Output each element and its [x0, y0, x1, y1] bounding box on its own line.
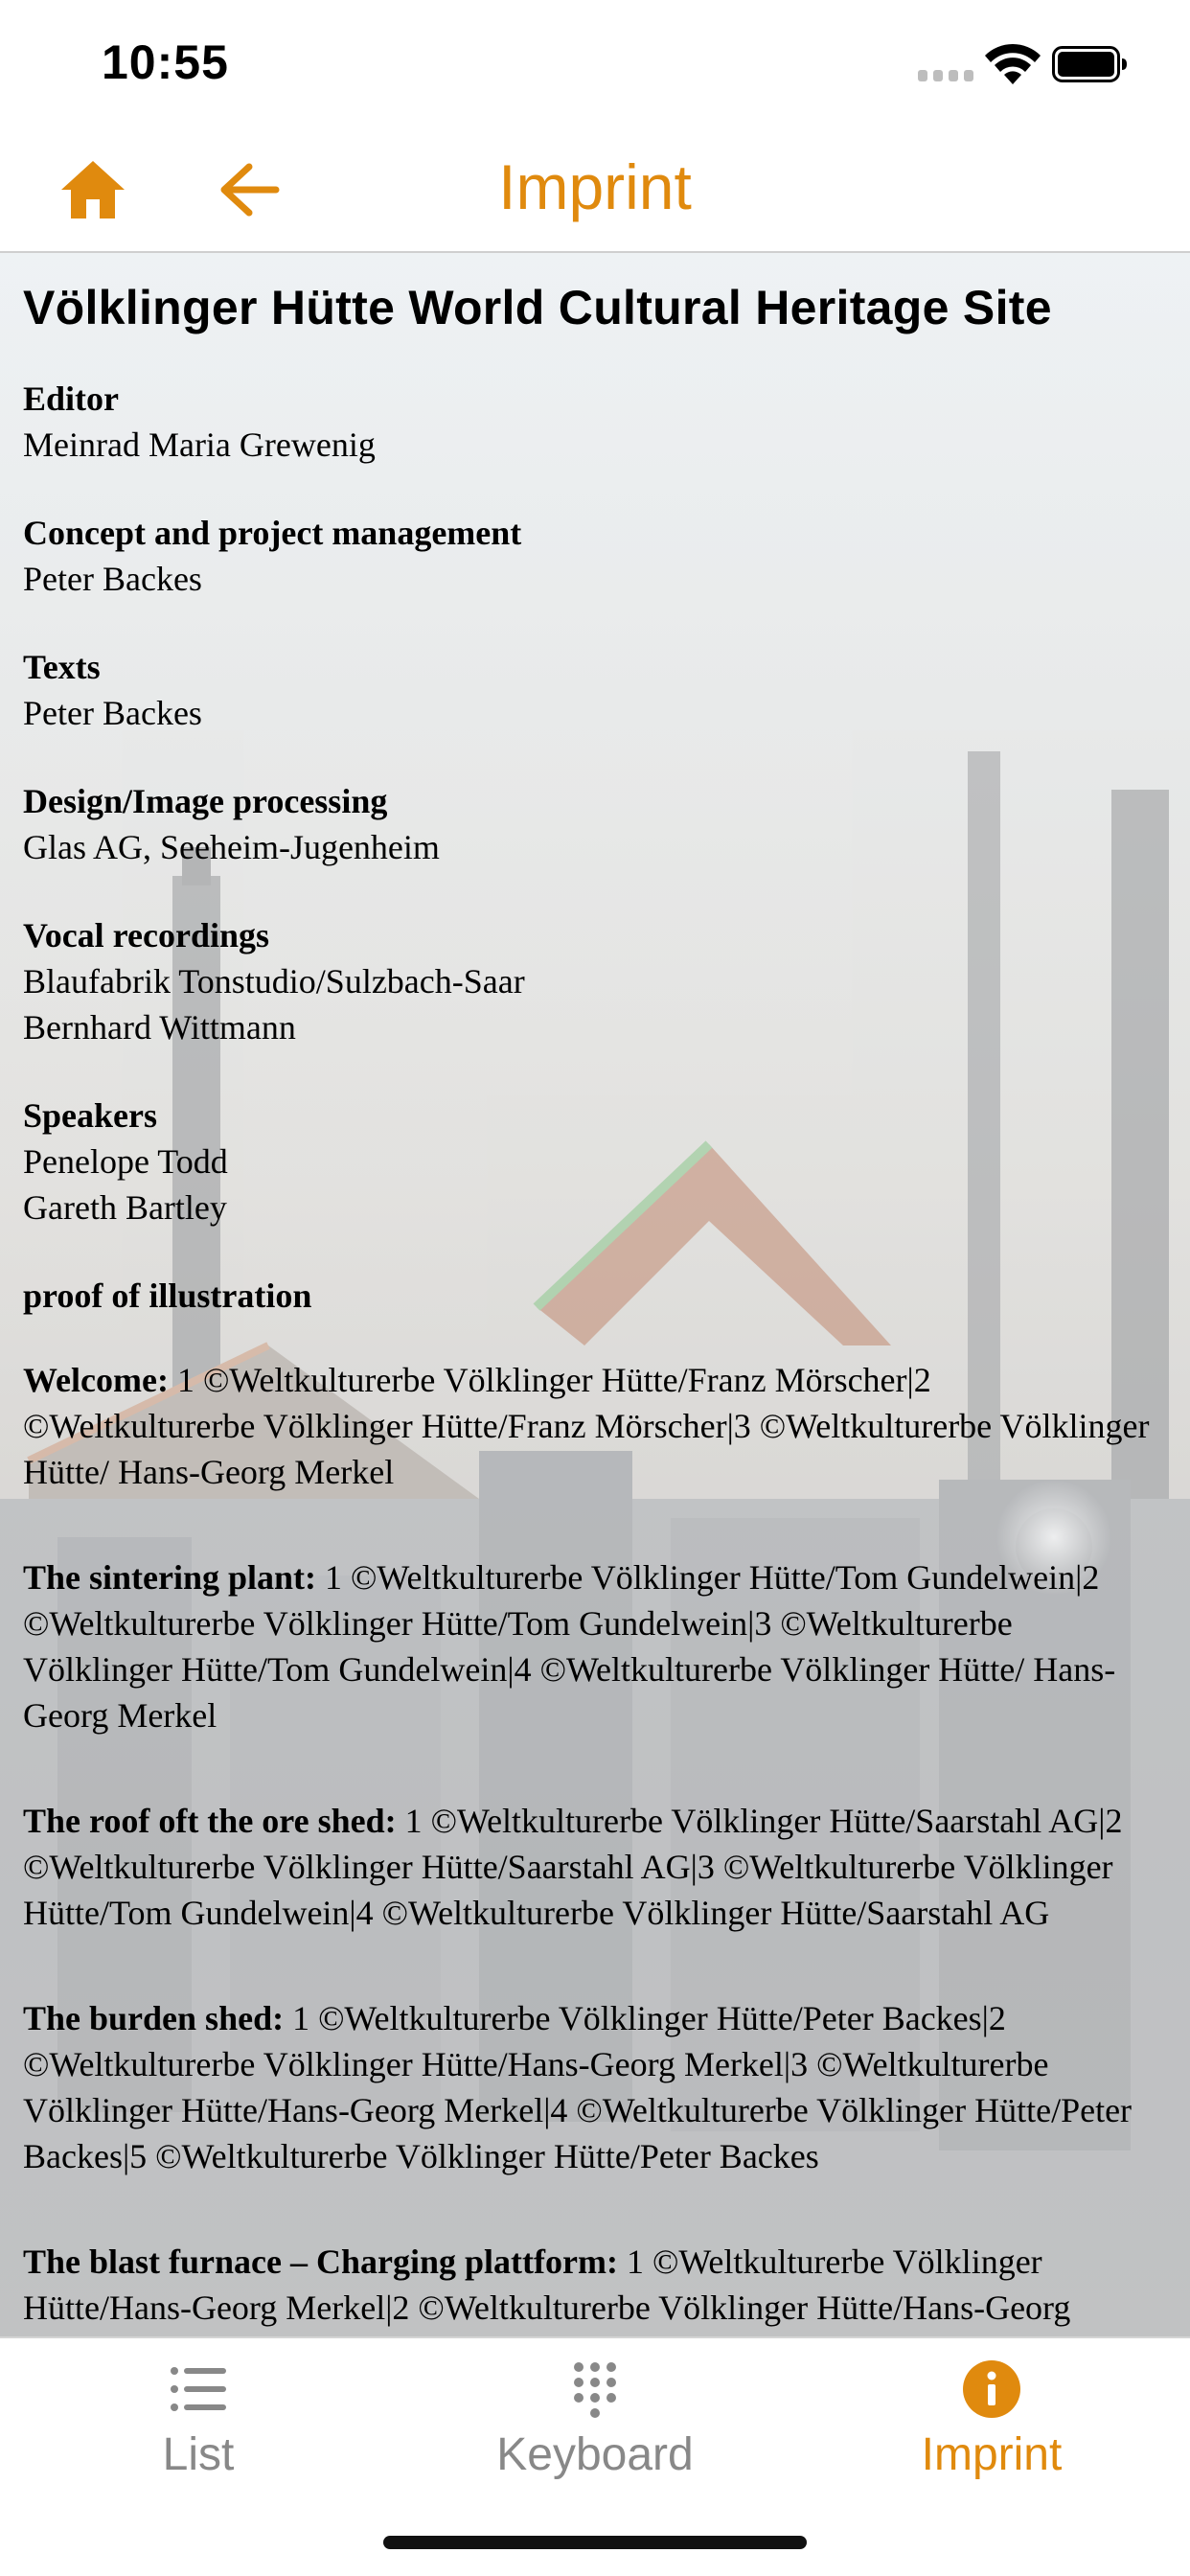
- block-value: Glas AG, Seeheim-Jugenheim: [23, 828, 440, 866]
- tab-imprint[interactable]: [793, 2359, 1190, 2503]
- credit-label: The burden shed:: [23, 1999, 285, 2037]
- block-value: Peter Backes: [23, 694, 202, 732]
- credit-text: 1 ©Weltkulturerbe Völklinger Hütte/Franz Mörscher|2 ©Weltkulturerbe Völklinger Hütte/Franz Mörscher|3 ©Weltkulturerbe Völklinger Hütte/ Hans-Georg Merkel: [23, 1361, 1150, 1491]
- block-label: Speakers: [23, 1096, 158, 1135]
- home-indicator[interactable]: [383, 2536, 807, 2549]
- status-bar: [0, 0, 1190, 126]
- block-value: Gareth Bartley: [23, 1188, 227, 1227]
- vocal-recordings-block: [23, 912, 1163, 1050]
- battery-icon: [1052, 46, 1129, 82]
- cellular-signal-icon: [918, 70, 973, 81]
- block-label: Editor: [23, 380, 120, 418]
- credit-text: 1 ©Weltkulturerbe Völklinger Hütte/Peter Backes|2 ©Weltkulturerbe Völklinger Hütte/Hans-Georg Merkel|3 ©Weltkulturerbe Völklinger Hütte/Hans-Georg Merkel|4 ©Weltkulturerbe Völklinger Hütte/Peter Backes|5 ©Weltkulturerbe Völklinger Hütte/Peter Backes: [23, 1999, 1133, 2175]
- tab-label: Keyboard: [496, 2429, 694, 2480]
- list-icon: [169, 2359, 228, 2419]
- block-value: Blaufabrik Tonstudio/Sulzbach-Saar: [23, 962, 525, 1000]
- block-value: Penelope Todd: [23, 1142, 228, 1181]
- credit-label: Welcome:: [23, 1361, 169, 1399]
- imprint-heading: Völklinger Hütte World Cultural Heritage Site: [23, 281, 1052, 334]
- status-time: 10:55: [102, 35, 229, 89]
- tab-keyboard[interactable]: [397, 2359, 793, 2503]
- editor-block: [23, 376, 1163, 468]
- design-block: [23, 778, 1163, 870]
- credit-text: 1 ©Weltkulturerbe Völklinger Hütte/Tom Gundelwein|2 ©Weltkulturerbe Völklinger Hütte/Tom Gundelwein|3 ©Weltkulturerbe Völklinger Hütte/Tom Gundelwein|4 ©Weltkulturerbe Völklinger Hütte/ Hans-Georg Merkel: [23, 1558, 1116, 1735]
- concept-block: [23, 510, 1163, 602]
- credit-burden-shed: [23, 1995, 1163, 2179]
- navigation-bar: [0, 126, 1190, 253]
- speakers-block: [23, 1092, 1163, 1230]
- block-label: Concept and project management: [23, 514, 522, 552]
- credit-welcome: [23, 1357, 1163, 1495]
- wifi-icon: [983, 42, 1042, 86]
- imprint-content[interactable]: [0, 253, 1190, 2336]
- credit-label: The roof oft the ore shed:: [23, 1802, 397, 1840]
- proof-of-illustration-heading: proof of illustration: [23, 1276, 312, 1315]
- credit-sintering-plant: [23, 1554, 1163, 1738]
- info-icon: [962, 2359, 1021, 2419]
- tab-label: Imprint: [921, 2429, 1063, 2480]
- block-value: Meinrad Maria Grewenig: [23, 426, 376, 464]
- block-label: Texts: [23, 648, 101, 686]
- credit-label: The blast furnace – Charging plattform:: [23, 2242, 618, 2281]
- credit-text: 1 ©Weltkulturerbe Völklinger Hütte/Saarstahl AG|2 ©Weltkulturerbe Völklinger Hütte/Saarstahl AG|3 ©Weltkulturerbe Völklinger Hütte/Tom Gundelwein|4 ©Weltkulturerbe Völklinger Hütte/Saarstahl AG: [23, 1802, 1123, 1932]
- block-value: Peter Backes: [23, 560, 202, 598]
- tab-list[interactable]: [0, 2359, 397, 2503]
- block-value: Bernhard Wittmann: [23, 1008, 296, 1046]
- page-title: Imprint: [498, 151, 692, 222]
- credit-text: 1 ©Weltkulturerbe Völklinger Hütte/Hans-Georg Merkel|2 ©Weltkulturerbe Völklinger Hütte/Hans-Georg: [23, 2242, 1071, 2327]
- keypad-icon: [565, 2359, 625, 2419]
- texts-block: [23, 644, 1163, 736]
- block-label: Vocal recordings: [23, 916, 269, 954]
- credit-ore-shed-roof: [23, 1798, 1163, 1936]
- credit-label: The sintering plant:: [23, 1558, 317, 1597]
- block-label: Design/Image processing: [23, 782, 388, 820]
- tab-label: List: [162, 2429, 235, 2480]
